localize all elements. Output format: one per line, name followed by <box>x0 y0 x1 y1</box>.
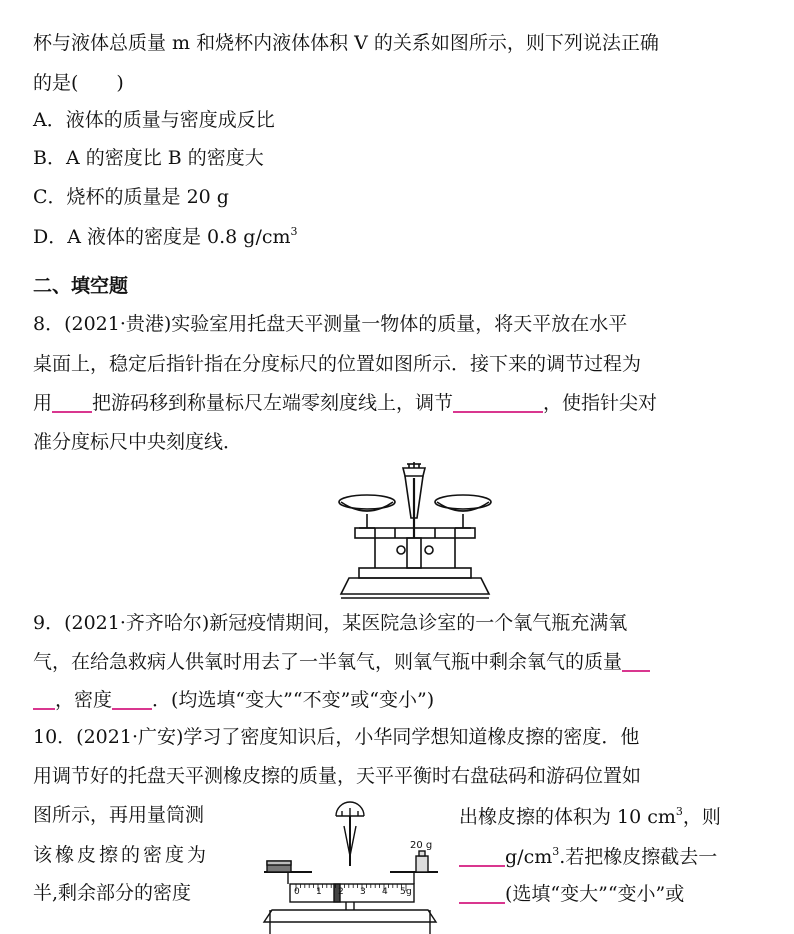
q10-blank-1[interactable] <box>459 847 505 867</box>
scale-plate <box>403 468 425 476</box>
q10-line3-text: 出橡皮擦的体积为 10 cm <box>459 806 676 828</box>
q7-stem-line2: 的是( ) <box>33 72 124 94</box>
right-pan <box>435 495 491 509</box>
q7-option-d[interactable] <box>33 226 298 247</box>
q7-stem-line1: 杯与液体总质量 m 和烧杯内液体体积 V 的关系如图所示，则下列说法正确 <box>33 32 659 54</box>
q7-option-a[interactable]: A．液体的质量与密度成反比 <box>33 109 275 131</box>
q9-blank-2[interactable] <box>112 690 152 710</box>
q8-blank-1[interactable] <box>52 393 92 413</box>
q7-option-b[interactable]: B．A 的密度比 B 的密度大 <box>33 147 264 169</box>
left-pan <box>339 495 395 509</box>
q10-line3-sup: 3 <box>675 805 683 818</box>
balance-figure-2 <box>250 800 450 934</box>
q9-line3 <box>33 690 434 710</box>
base-top <box>359 568 471 578</box>
q10-line2: 用调节好的托盘天平测橡皮擦的质量，天平平衡时右盘砝码和游码位置如 <box>33 765 642 787</box>
base-2 <box>264 910 436 922</box>
q9-line2 <box>33 652 650 672</box>
q8-line3 <box>33 393 657 413</box>
q10-line5-right <box>459 884 684 904</box>
q10-line4-text: g/cm <box>505 846 553 868</box>
q8-line3c: ，使指针尖对 <box>543 392 658 414</box>
scale-label-4: 4 <box>382 887 388 897</box>
q10-line1: 10．(2021·广安)学习了密度知识后，小华同学想知道橡皮擦的密度．他 <box>33 726 640 748</box>
q9-blank-1a[interactable] <box>622 652 650 672</box>
weight-20g <box>416 856 428 872</box>
q10-line3-right <box>459 806 721 827</box>
q9-line2-text: 气，在给急救病人供氧时用去了一半氧气，则氧气瓶中剩余氧气的质量 <box>33 651 623 673</box>
q10-line4-end: .若把橡皮擦截去一 <box>559 846 718 868</box>
scale-label-1: 1 <box>316 887 322 897</box>
section-title: 二、填空题 <box>33 275 129 297</box>
q10-line4-right <box>459 846 717 867</box>
scale-label-2: 2 <box>338 887 344 897</box>
q7-option-d-sup: 3 <box>290 225 298 238</box>
q10-line3-end: ，则 <box>682 806 721 828</box>
balance-figure-1 <box>335 458 495 600</box>
q9-line1: 9．(2021·齐齐哈尔)新冠疫情期间，某医院急诊室的一个氧气瓶充满氧 <box>33 612 628 634</box>
weight-label: 20 g <box>410 840 433 851</box>
q9-line3b: ．(均选填“变大”“不变”或“变小”) <box>152 689 435 711</box>
rider-scale <box>290 884 414 902</box>
scale-label-5: 5 <box>400 887 406 897</box>
q8-line3b: 把游码移到称量标尺左端零刻度线上，调节 <box>92 392 454 414</box>
q7-option-d-text: D．A 液体的密度是 0.8 g/cm <box>33 226 291 248</box>
q10-line5-left: 半,剩余部分的密度 <box>33 882 192 904</box>
scale-unit: g <box>406 887 412 897</box>
scale-label-0: 0 <box>294 887 300 897</box>
q8-line4: 准分度标尺中央刻度线． <box>33 431 243 453</box>
q10-line3-left: 图所示，再用量筒测 <box>33 804 205 826</box>
q8-line3a: 用 <box>33 392 53 414</box>
q10-line5-text: (选填“变大”“变小”或 <box>505 883 685 905</box>
q10-line4-left: 该橡皮擦的密度为 <box>33 844 210 866</box>
q8-line1: 8．(2021·贵港)实验室用托盘天平测量一物体的质量，将天平放在水平 <box>33 313 628 335</box>
base-bottom <box>341 578 489 594</box>
q8-line2: 桌面上，稳定后指针指在分度标尺的位置如图所示．接下来的调节过程为 <box>33 353 642 375</box>
q9-line3a: ，密度 <box>55 689 113 711</box>
q10-line4-sup: 3 <box>552 845 560 858</box>
scale-label-3: 3 <box>360 887 366 897</box>
q9-blank-1b[interactable] <box>33 690 55 710</box>
q7-option-c[interactable]: C．烧杯的质量是 20 g <box>33 186 229 208</box>
q10-blank-2[interactable] <box>459 884 505 904</box>
q8-blank-2[interactable] <box>453 393 543 413</box>
